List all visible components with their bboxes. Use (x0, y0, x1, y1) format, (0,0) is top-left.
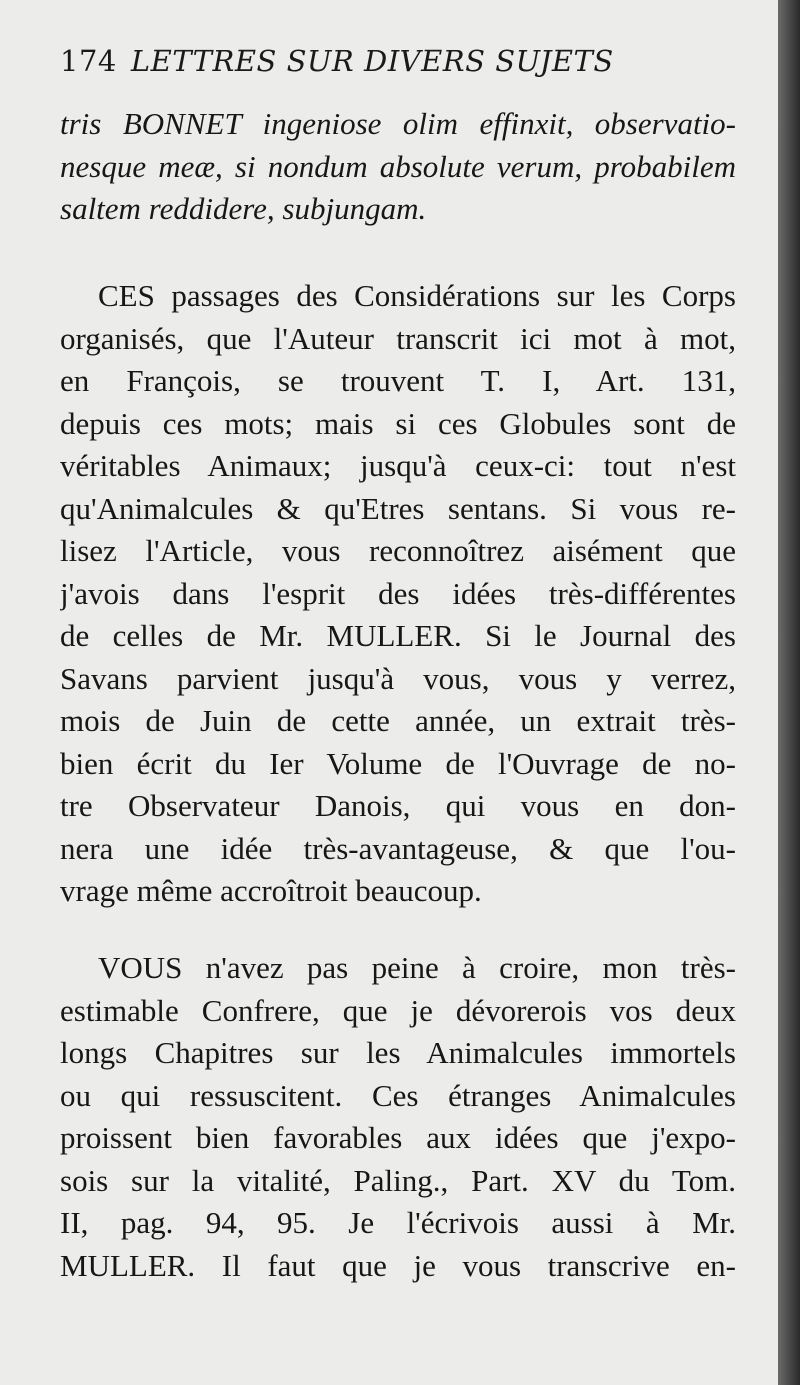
text-line: tris BONNET ingeniose olim effinxit, observatio- (60, 106, 736, 141)
text-line: de celles de Mr. MULLER. Si le Journal des (60, 618, 736, 653)
text-line: sois sur la vitalité, Paling., Part. XV du Tom. (60, 1162, 736, 1198)
page-edge-shadow (778, 0, 800, 1385)
text-line: Savans parvient jusqu'à vous, vous y verrez, (60, 660, 736, 696)
text-line: tre Observateur Danois, qui vous en don- (60, 788, 736, 823)
text-line: estimable Confrere, que je dévorerois vos deux (60, 992, 736, 1028)
text-line: longs Chapitres sur les Animalcules immortels (60, 1035, 736, 1070)
text-line: lisez l'Article, vous reconnoîtrez aisément que (60, 533, 736, 568)
running-title: LETTRES SUR DIVERS SUJETS (130, 44, 614, 78)
text-line: mois de Juin de cette année, un extrait très- (60, 703, 736, 738)
paragraph-considerations (60, 275, 736, 913)
paragraph-animalcules (60, 947, 736, 1287)
text-line: II, pag. 94, 95. Je l'écrivois aussi à Mr. (60, 1205, 736, 1240)
text-line: en François, se trouvent T. I, Art. 131, (60, 363, 736, 398)
text-line: VOUS n'avez pas peine à croire, mon très- (98, 950, 736, 985)
text-line: vrage même accroîtroit beaucoup. (60, 873, 482, 908)
text-line: organisés, que l'Auteur transcrit ici mot à mot, (60, 320, 736, 356)
page-header (60, 44, 614, 78)
text-line: depuis ces mots; mais si ces Globules sont de (60, 405, 736, 441)
text-line: véritables Animaux; jusqu'à ceux-ci: tout n'est (60, 448, 736, 483)
page-number: 174 (60, 44, 117, 78)
text-line: nera une idée très-avantageuse, & que l'ou- (60, 830, 736, 866)
text-line: nesque meæ, si nondum absolute verum, probabilem (60, 148, 736, 184)
text-line: j'avois dans l'esprit des idées très-différentes (60, 575, 736, 611)
text-line: MULLER. Il faut que je vous transcrive en- (60, 1247, 736, 1283)
text-line: proissent bien favorables aux idées que j'expo- (60, 1120, 736, 1155)
text-line: bien écrit du Ier Volume de l'Ouvrage de no- (60, 745, 736, 781)
text-line: CES passages des Considérations sur les Corps (98, 278, 736, 313)
text-line: saltem reddidere, subjungam. (60, 191, 427, 226)
paragraph-latin-continuation (60, 103, 736, 231)
text-line: qu'Animalcules & qu'Etres sentans. Si vous re- (60, 490, 736, 526)
text-line: ou qui ressuscitent. Ces étranges Animalcules (60, 1077, 736, 1113)
